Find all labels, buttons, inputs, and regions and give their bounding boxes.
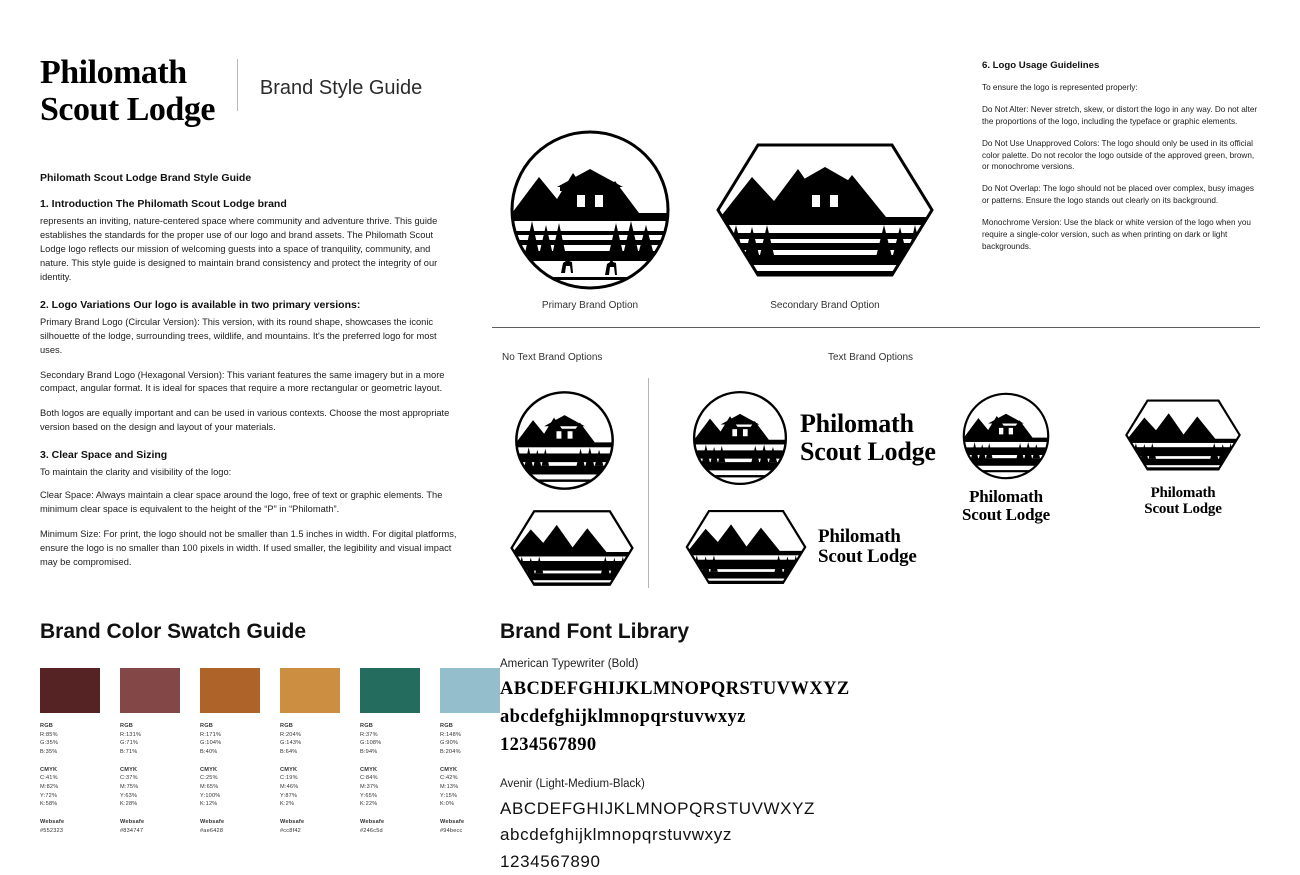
websafe-value: #ae6428 — [200, 827, 224, 834]
websafe-value: #552323 — [40, 827, 64, 834]
cmyk-y: Y:72% — [40, 792, 58, 799]
wordmark — [960, 488, 1052, 524]
cmyk-block — [360, 766, 420, 809]
websafe-block — [40, 818, 100, 835]
primary-logo-circular-icon — [505, 125, 675, 295]
font-specimen-avenir — [500, 778, 815, 875]
rgb-g: G:104% — [200, 740, 222, 747]
websafe-label: Websafe — [200, 818, 225, 825]
rgb-block — [440, 722, 500, 757]
color-swatch — [200, 668, 260, 835]
primary-logo-caption: Primary Brand Option — [541, 300, 639, 311]
color-swatch — [440, 668, 500, 835]
section-3-paragraph-1: To maintain the clarity and visibility of the logo: — [40, 467, 232, 478]
rgb-r: R:171% — [200, 731, 222, 738]
rgb-block — [360, 722, 420, 757]
cmyk-label: CMYK — [440, 766, 458, 773]
logotype-line-1: Philomath — [40, 54, 187, 91]
font-library-title: Brand Font Library — [500, 620, 690, 643]
cmyk-c: C:25% — [200, 775, 218, 782]
rgb-block — [200, 722, 260, 757]
rgb-g: G:71% — [120, 740, 139, 747]
cmyk-c: C:37% — [120, 775, 138, 782]
page-title: Brand Style Guide — [259, 77, 423, 99]
font2-uppercase: ABCDEFGHIJKLMNOPQRSTUVWXYZ — [500, 799, 816, 818]
rgb-b: B:94% — [360, 748, 378, 755]
cmyk-block — [440, 766, 500, 809]
wordmark — [800, 410, 936, 465]
section-1-heading: 1. Introduction The Philomath Scout Lodge brand — [40, 198, 287, 210]
color-chip — [360, 668, 420, 713]
websafe-label: Websafe — [280, 818, 305, 825]
color-chip — [120, 668, 180, 713]
section-3-paragraph-3: Minimum Size: For print, the logo should not be smaller than 1.5 inches in width. For digital platforms, ensure the logo is no smaller than 100 pixels in width. If used smaller, the legibility and visual impact may be compromised. — [40, 529, 457, 567]
color-swatch — [280, 668, 340, 835]
websafe-label: Websafe — [360, 818, 385, 825]
font2-digits: 1234567890 — [500, 851, 601, 871]
color-swatch-list — [40, 668, 500, 835]
cmyk-k: K:12% — [200, 801, 218, 808]
text-options-label: Text Brand Options — [828, 352, 914, 363]
cmyk-y: Y:87% — [280, 792, 298, 799]
wordmark-line-1: Philomath — [818, 525, 901, 547]
guideline-unapproved-colors: Do Not Use Unapproved Colors: The logo should only be used in its official color palette. Do not recolor the logo outside of the approved green, brown, or monochrome versions. — [982, 138, 1255, 172]
header-divider — [237, 59, 238, 111]
introduction-column — [40, 172, 460, 581]
rgb-b: B:204% — [440, 748, 461, 755]
cmyk-c: C:19% — [280, 775, 298, 782]
cmyk-c: C:41% — [40, 775, 58, 782]
guideline-monochrome: Monochrome Version: Use the black or white version of the logo when you require a single-color version, such as when printing on dark or light backgrounds. — [982, 218, 1251, 251]
font-name: Avenir (Light-Medium-Black) — [500, 778, 645, 790]
wordmark-line-2: Scout Lodge — [818, 546, 917, 567]
cmyk-m: M:82% — [40, 783, 59, 790]
font1-digits: 1234567890 — [500, 734, 597, 755]
rgb-label: RGB — [40, 723, 54, 729]
rgb-g: G:35% — [40, 740, 59, 747]
wordmark — [818, 527, 917, 567]
section-3-heading: 3. Clear Space and Sizing — [40, 449, 168, 462]
rgb-b: B:64% — [280, 748, 298, 755]
websafe-value: #94becc — [440, 827, 463, 834]
cmyk-label: CMYK — [360, 766, 378, 773]
websafe-value: #246c5d — [360, 827, 383, 834]
font1-uppercase: ABCDEFGHIJKLMNOPQRSTUVWXYZ — [500, 679, 850, 699]
rgb-g: G:108% — [360, 740, 382, 747]
left-heading: Philomath Scout Lodge Brand Style Guide — [40, 172, 252, 184]
color-chip — [280, 668, 340, 713]
cmyk-y: Y:15% — [440, 792, 458, 799]
rgb-label: RGB — [280, 723, 294, 729]
cmyk-block — [280, 766, 340, 809]
section-2-paragraph-2: Secondary Brand Logo (Hexagonal Version): This variant features the same imagery but in a more compact, angular format. It is ideal for spaces that require a more rectangular or geometric layout. — [40, 369, 445, 394]
color-chip — [200, 668, 260, 713]
section-3-paragraph-2: Clear Space: Always maintain a clear space around the logo, free of text or graphic elements. The minimum clear space is equivalent to the height of the “P” in “Philomath”. — [40, 490, 443, 515]
cmyk-m: M:46% — [280, 783, 299, 790]
cmyk-k: K:2% — [280, 801, 295, 808]
header — [40, 55, 422, 128]
cmyk-label: CMYK — [120, 766, 138, 773]
logo-hexagonal-icon — [682, 500, 810, 594]
guidelines-intro: To ensure the logo is represented properly: — [982, 83, 1138, 92]
section-divider-horizontal — [492, 327, 1260, 328]
wordmark-line-2: Scout Lodge — [961, 505, 1050, 525]
wordmark-line-1: Philomath — [800, 409, 914, 439]
cmyk-y: Y:100% — [200, 792, 221, 799]
guideline-do-not-alter: Do Not Alter: Never stretch, skew, or distort the logo in any way. Do not alter the proportions of the logo, including the typeface or graphic elements. — [982, 104, 1258, 126]
logo-hexagonal-small-icon — [507, 500, 637, 596]
no-text-options-label: No Text Brand Options — [502, 352, 603, 363]
color-chip — [40, 668, 100, 713]
rgb-label: RGB — [200, 723, 214, 729]
cmyk-label: CMYK — [200, 766, 218, 773]
cmyk-m: M:75% — [120, 783, 139, 790]
section-1-body: represents an inviting, nature-centered space where community and adventure thrive. This guide establishes the standards for the proper use of our logo and brand assets. The Philomath Scout Lodge logo reflects our mission of welcoming guests into a space of tranquility, community, and nature. This style guide is designed to maintain brand consistency and protect the integrity of our identity. — [40, 216, 438, 282]
logo-hexagonal-with-text — [682, 500, 917, 594]
cmyk-label: CMYK — [280, 766, 298, 773]
websafe-label: Websafe — [40, 818, 65, 825]
cmyk-k: K:58% — [40, 801, 58, 808]
cmyk-m: M:65% — [200, 783, 219, 790]
wordmark-line-1: Philomath — [1150, 485, 1216, 501]
rgb-g: G:143% — [280, 740, 302, 747]
section-divider-vertical — [648, 378, 649, 588]
websafe-value: #cc8f42 — [280, 827, 301, 834]
rgb-label: RGB — [360, 723, 374, 729]
guidelines-heading: 6. Logo Usage Guidelines — [982, 60, 1100, 71]
font-specimen-american-typewriter — [500, 658, 850, 759]
cmyk-k: K:28% — [120, 801, 138, 808]
cmyk-block — [120, 766, 180, 809]
cmyk-c: C:42% — [440, 775, 458, 782]
logo-circular-small-icon — [512, 388, 617, 493]
wordmark-line-1: Philomath — [969, 487, 1043, 506]
font1-lowercase: abcdefghijklmnopqrstuvwxyz — [500, 706, 746, 727]
cmyk-block — [200, 766, 260, 809]
rgb-r: R:204% — [280, 731, 302, 738]
rgb-r: R:131% — [120, 731, 142, 738]
rgb-block — [40, 722, 100, 757]
color-swatch-title: Brand Color Swatch Guide — [40, 620, 307, 643]
guideline-do-not-overlap: Do Not Overlap: The logo should not be placed over complex, busy images or patterns. Ensure the logo stands out clearly on its background. — [982, 184, 1255, 206]
secondary-logo-caption: Secondary Brand Option — [770, 300, 880, 311]
cmyk-label: CMYK — [40, 766, 58, 773]
logo-hexagonal-stacked-with-text — [1122, 390, 1244, 518]
wordmark — [1122, 486, 1244, 518]
websafe-value: #834747 — [120, 827, 144, 834]
cmyk-k: K:0% — [440, 801, 455, 808]
cmyk-m: M:13% — [440, 783, 459, 790]
logo-circular-with-text — [690, 388, 936, 488]
rgb-r: R:148% — [440, 731, 462, 738]
websafe-block — [280, 818, 340, 835]
logo-hexagonal-icon — [1122, 390, 1244, 480]
rgb-b: B:35% — [40, 748, 58, 755]
rgb-r: R:37% — [360, 731, 378, 738]
websafe-block — [120, 818, 180, 835]
rgb-r: R:85% — [40, 731, 58, 738]
logo-circular-icon — [690, 388, 790, 488]
cmyk-m: M:37% — [360, 783, 379, 790]
rgb-label: RGB — [120, 723, 134, 729]
rgb-b: B:40% — [200, 748, 218, 755]
font2-lowercase: abcdefghijklmnopqrstuvwxyz — [500, 825, 732, 845]
section-2-paragraph-1: Primary Brand Logo (Circular Version): This version, with its round shape, showcases the iconic silhouette of the lodge, surrounding trees, wildlife, and mountains. It's the preferred logo for most uses. — [40, 316, 437, 355]
section-2-heading: 2. Logo Variations Our logo is available in two primary versions: — [40, 298, 361, 311]
cmyk-k: K:22% — [360, 801, 378, 808]
websafe-label: Websafe — [440, 818, 465, 825]
logo-circular-stacked-with-text — [960, 390, 1052, 524]
wordmark-line-2: Scout Lodge — [800, 437, 936, 466]
cmyk-block — [40, 766, 100, 809]
logo-usage-guidelines — [982, 60, 1260, 263]
section-2-paragraph-3: Both logos are equally important and can be used in various contexts. Choose the most appropriate version based on the design and layout of your materials. — [40, 408, 450, 433]
font-name: American Typewriter (Bold) — [500, 658, 639, 670]
cmyk-c: C:84% — [360, 775, 378, 782]
cmyk-y: Y:63% — [120, 792, 138, 799]
color-swatch — [40, 668, 100, 835]
color-swatch — [360, 668, 420, 835]
websafe-block — [200, 818, 260, 835]
websafe-block — [440, 818, 500, 835]
logo-circular-icon — [960, 390, 1052, 482]
wordmark-line-2: Scout Lodge — [1144, 500, 1222, 517]
cmyk-y: Y:65% — [360, 792, 378, 799]
websafe-block — [360, 818, 420, 835]
websafe-label: Websafe — [120, 818, 145, 825]
rgb-b: B:71% — [120, 748, 138, 755]
secondary-logo-hexagonal-icon — [710, 125, 940, 295]
brand-logotype — [40, 55, 237, 128]
rgb-block — [120, 722, 180, 757]
rgb-g: G:90% — [440, 740, 459, 747]
logotype-line-2: Scout Lodge — [40, 90, 215, 128]
rgb-label: RGB — [440, 723, 454, 729]
color-swatch — [120, 668, 180, 835]
color-chip — [440, 668, 500, 713]
rgb-block — [280, 722, 340, 757]
